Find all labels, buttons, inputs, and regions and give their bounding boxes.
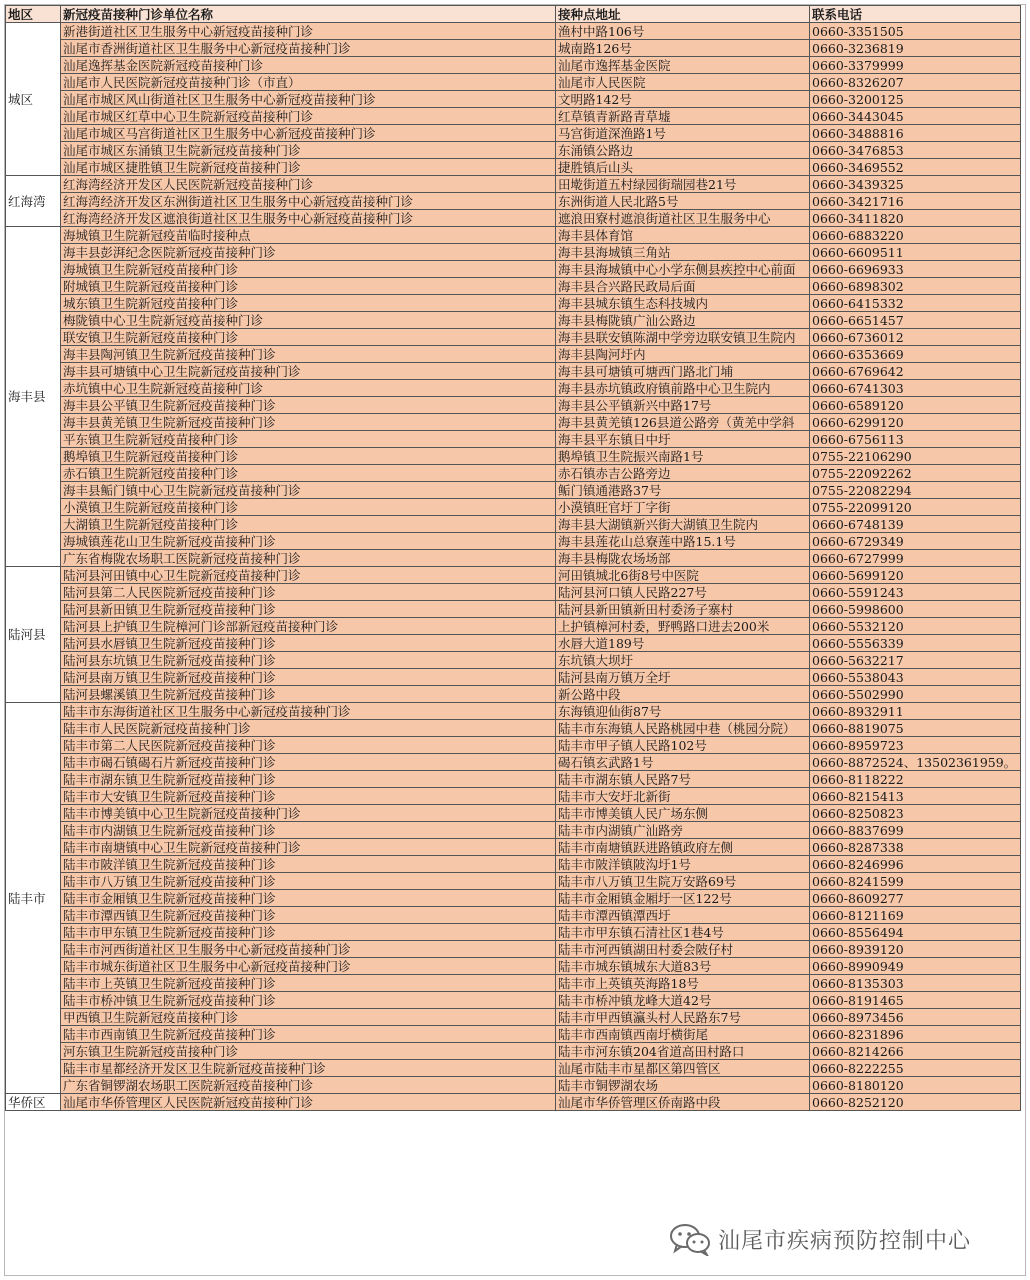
address-cell: 陆丰市城东镇城东大道83号 [556, 958, 810, 975]
address-cell: 碣石镇玄武路1号 [556, 754, 810, 771]
table-row [6, 74, 1021, 91]
clinic-name-cell: 汕尾市城区红草中心卫生院新冠疫苗接种门诊 [61, 108, 556, 125]
clinic-name-cell: 陆丰市人民医院新冠疫苗接种门诊 [61, 720, 556, 737]
phone-cell: 0660-6883220 [810, 227, 1021, 244]
clinic-name-cell: 陆河县上护镇卫生院樟河门诊部新冠疫苗接种门诊 [61, 618, 556, 635]
clinic-name-cell: 河东镇卫生院新冠疫苗接种门诊 [61, 1043, 556, 1060]
address-cell: 海丰县公平镇新兴中路17号 [556, 397, 810, 414]
clinic-name-cell: 陆丰市西南镇卫生院新冠疫苗接种门诊 [61, 1026, 556, 1043]
table-row [6, 482, 1021, 499]
phone-cell: 0660-8819075 [810, 720, 1021, 737]
table-row [6, 720, 1021, 737]
table-row [6, 771, 1021, 788]
watermark [668, 1222, 971, 1256]
table-row [6, 567, 1021, 584]
clinic-name-cell: 陆河县新田镇卫生院新冠疫苗接种门诊 [61, 601, 556, 618]
clinic-name-cell: 附城镇卫生院新冠疫苗接种门诊 [61, 278, 556, 295]
table-row [6, 924, 1021, 941]
address-cell: 陆丰市大安圩北新街 [556, 788, 810, 805]
table-row [6, 992, 1021, 1009]
phone-cell: 0660-6729349 [810, 533, 1021, 550]
clinic-name-cell: 海丰县鲘门镇中心卫生院新冠疫苗接种门诊 [61, 482, 556, 499]
table-row [6, 856, 1021, 873]
address-cell: 陆河县新田镇新田村委汤子寨村 [556, 601, 810, 618]
clinic-name-cell: 陆丰市金厢镇卫生院新冠疫苗接种门诊 [61, 890, 556, 907]
phone-cell: 0755-22092262 [810, 465, 1021, 482]
table-row [6, 465, 1021, 482]
clinic-name-cell: 陆河县南万镇卫生院新冠疫苗接种门诊 [61, 669, 556, 686]
phone-cell: 0660-3200125 [810, 91, 1021, 108]
clinic-name-cell: 陆丰市碣石镇碣石片新冠疫苗接种门诊 [61, 754, 556, 771]
phone-cell: 0660-8326207 [810, 74, 1021, 91]
phone-cell: 0660-3488816 [810, 125, 1021, 142]
address-cell: 捷胜镇后山头 [556, 159, 810, 176]
address-cell: 文明路142号 [556, 91, 810, 108]
clinic-name-cell: 汕尾市城区风山街道社区卫生服务中心新冠疫苗接种门诊 [61, 91, 556, 108]
clinic-name-cell: 汕尾市人民医院新冠疫苗接种门诊（市直） [61, 74, 556, 91]
address-cell: 陆河县南万镇万全圩 [556, 669, 810, 686]
wechat-icon [668, 1222, 712, 1256]
address-cell: 海丰县黄羌镇126县道公路旁（黄羌中学斜 [556, 414, 810, 431]
column-header-address: 接种点地址 [556, 6, 810, 23]
clinic-name-cell: 城东镇卫生院新冠疫苗接种门诊 [61, 295, 556, 312]
clinic-name-cell: 海城镇卫生院新冠疫苗临时接种点 [61, 227, 556, 244]
clinic-name-cell: 广东省梅陇农场职工医院新冠疫苗接种门诊 [61, 550, 556, 567]
table-row [6, 737, 1021, 754]
phone-cell: 0660-6756113 [810, 431, 1021, 448]
address-cell: 海丰县合兴路民政局后面 [556, 278, 810, 295]
table-row [6, 23, 1021, 40]
table-row [6, 261, 1021, 278]
table-row [6, 1043, 1021, 1060]
address-cell: 小漠镇旺官圩丁字街 [556, 499, 810, 516]
phone-cell: 0660-6589120 [810, 397, 1021, 414]
region-cell: 陆河县 [6, 567, 61, 703]
phone-cell: 0660-8973456 [810, 1009, 1021, 1026]
address-cell: 海丰县平东镇日中圩 [556, 431, 810, 448]
clinic-name-cell: 汕尾逸挥基金医院新冠疫苗接种门诊 [61, 57, 556, 74]
clinic-name-cell: 大湖镇卫生院新冠疫苗接种门诊 [61, 516, 556, 533]
table-row [6, 669, 1021, 686]
address-cell: 陆河县河口镇人民路227号 [556, 584, 810, 601]
table-row [6, 227, 1021, 244]
table-row [6, 686, 1021, 703]
clinic-name-cell: 陆丰市大安镇卫生院新冠疫苗接种门诊 [61, 788, 556, 805]
phone-cell: 0660-3476853 [810, 142, 1021, 159]
clinic-name-cell: 汕尾市城区马宫街道社区卫生服务中心新冠疫苗接种门诊 [61, 125, 556, 142]
address-cell: 陆丰市东海镇人民路桃园中巷（桃园分院） [556, 720, 810, 737]
clinic-name-cell: 海丰县陶河镇卫生院新冠疫苗接种门诊 [61, 346, 556, 363]
phone-cell: 0660-5591243 [810, 584, 1021, 601]
phone-cell: 0660-5699120 [810, 567, 1021, 584]
phone-cell: 0660-8837699 [810, 822, 1021, 839]
phone-cell: 0660-8609277 [810, 890, 1021, 907]
phone-cell: 0660-6353669 [810, 346, 1021, 363]
phone-cell: 0660-6299120 [810, 414, 1021, 431]
phone-cell: 0660-8932911 [810, 703, 1021, 720]
phone-cell: 0660-8246996 [810, 856, 1021, 873]
table-row [6, 1094, 1021, 1111]
address-cell: 陆丰市湖东镇人民路7号 [556, 771, 810, 788]
table-row [6, 1077, 1021, 1094]
address-cell: 东海镇迎仙街87号 [556, 703, 810, 720]
table-row [6, 40, 1021, 57]
clinic-name-cell: 鹅埠镇卫生院新冠疫苗接种门诊 [61, 448, 556, 465]
address-cell: 海丰县梅陇镇广汕公路边 [556, 312, 810, 329]
address-cell: 东洲街道人民北路5号 [556, 193, 810, 210]
clinic-name-cell: 海城镇莲花山卫生院新冠疫苗接种门诊 [61, 533, 556, 550]
table-row [6, 635, 1021, 652]
phone-cell: 0660-8959723 [810, 737, 1021, 754]
table-row [6, 805, 1021, 822]
table-row [6, 941, 1021, 958]
header-row [6, 6, 1021, 23]
clinic-name-cell: 陆丰市城东街道社区卫生服务中心新冠疫苗接种门诊 [61, 958, 556, 975]
table-row [6, 652, 1021, 669]
address-cell: 城南路126号 [556, 40, 810, 57]
phone-cell: 0660-6651457 [810, 312, 1021, 329]
phone-cell: 0660-3469552 [810, 159, 1021, 176]
table-row [6, 278, 1021, 295]
clinic-name-cell: 陆河县河田镇中心卫生院新冠疫苗接种门诊 [61, 567, 556, 584]
address-cell: 陆丰市铜锣湖农场 [556, 1077, 810, 1094]
phone-cell: 0660-5532120 [810, 618, 1021, 635]
clinic-name-cell: 陆丰市博美镇中心卫生院新冠疫苗接种门诊 [61, 805, 556, 822]
clinic-name-cell: 陆丰市内湖镇卫生院新冠疫苗接种门诊 [61, 822, 556, 839]
table-row [6, 448, 1021, 465]
phone-cell: 0660-3236819 [810, 40, 1021, 57]
clinic-name-cell: 陆丰市潭西镇卫生院新冠疫苗接种门诊 [61, 907, 556, 924]
phone-cell: 0660-6727999 [810, 550, 1021, 567]
phone-cell: 0660-8191465 [810, 992, 1021, 1009]
column-header-region: 地区 [6, 6, 61, 23]
phone-cell: 0660-8214266 [810, 1043, 1021, 1060]
address-cell: 海丰县陶河圩内 [556, 346, 810, 363]
table-row [6, 601, 1021, 618]
table-row [6, 703, 1021, 720]
clinic-name-cell: 陆丰市桥冲镇卫生院新冠疫苗接种门诊 [61, 992, 556, 1009]
clinic-name-cell: 海城镇卫生院新冠疫苗接种门诊 [61, 261, 556, 278]
region-cell: 城区 [6, 23, 61, 176]
clinic-name-cell: 陆丰市星都经济开发区卫生院新冠疫苗接种门诊 [61, 1060, 556, 1077]
address-cell: 鹅埠镇卫生院振兴南路1号 [556, 448, 810, 465]
table-row [6, 890, 1021, 907]
clinic-name-cell: 海丰县黄羌镇卫生院新冠疫苗接种门诊 [61, 414, 556, 431]
address-cell: 海丰县梅陇农场场部 [556, 550, 810, 567]
phone-cell: 0660-6696933 [810, 261, 1021, 278]
table-row [6, 958, 1021, 975]
address-cell: 鲘门镇通港路37号 [556, 482, 810, 499]
address-cell: 东坑镇大坝圩 [556, 652, 810, 669]
clinic-name-cell: 陆丰市南塘镇中心卫生院新冠疫苗接种门诊 [61, 839, 556, 856]
phone-cell: 0660-8135303 [810, 975, 1021, 992]
address-cell: 马宫街道深渔路1号 [556, 125, 810, 142]
clinic-name-cell: 平东镇卫生院新冠疫苗接种门诊 [61, 431, 556, 448]
address-cell: 水唇大道189号 [556, 635, 810, 652]
address-cell: 海丰县莲花山总寮莲中路15.1号 [556, 533, 810, 550]
phone-cell: 0660-6741303 [810, 380, 1021, 397]
address-cell: 陆丰市甲东镇石清社区1巷4号 [556, 924, 810, 941]
address-cell: 汕尾市人民医院 [556, 74, 810, 91]
address-cell: 赤石镇赤吉公路旁边 [556, 465, 810, 482]
clinic-table [5, 5, 1021, 1111]
address-cell: 海丰县可塘镇可塘西门路北门埔 [556, 363, 810, 380]
phone-cell: 0660-3351505 [810, 23, 1021, 40]
clinic-name-cell: 梅陇镇中心卫生院新冠疫苗接种门诊 [61, 312, 556, 329]
phone-cell: 0660-5998600 [810, 601, 1021, 618]
clinic-name-cell: 陆河县水唇镇卫生院新冠疫苗接种门诊 [61, 635, 556, 652]
address-cell: 陆丰市桥冲镇龙峰大道42号 [556, 992, 810, 1009]
clinic-name-cell: 海丰县公平镇卫生院新冠疫苗接种门诊 [61, 397, 556, 414]
phone-cell: 0660-8872524、13502361959。 [810, 754, 1021, 771]
table-row [6, 1060, 1021, 1077]
phone-cell: 0660-6748139 [810, 516, 1021, 533]
phone-cell: 0660-5538043 [810, 669, 1021, 686]
address-cell: 陆丰市内湖镇广汕路旁 [556, 822, 810, 839]
column-header-clinic-name: 新冠疫苗接种门诊单位名称 [61, 6, 556, 23]
phone-cell: 0660-6769642 [810, 363, 1021, 380]
clinic-name-cell: 汕尾市香洲街道社区卫生服务中心新冠疫苗接种门诊 [61, 40, 556, 57]
table-row [6, 516, 1021, 533]
address-cell: 陆丰市金厢镇金厢圩一区122号 [556, 890, 810, 907]
phone-cell: 0660-3379999 [810, 57, 1021, 74]
phone-cell: 0660-6609511 [810, 244, 1021, 261]
clinic-name-cell: 小漠镇卫生院新冠疫苗接种门诊 [61, 499, 556, 516]
table-row [6, 873, 1021, 890]
table-row [6, 312, 1021, 329]
address-cell: 红草镇青新路青草墟 [556, 108, 810, 125]
table-row [6, 159, 1021, 176]
table-row [6, 142, 1021, 159]
clinic-name-cell: 红海湾经济开发区东洲街道社区卫生服务中心新冠疫苗接种门诊 [61, 193, 556, 210]
address-cell: 陆丰市博美镇人民广场东侧 [556, 805, 810, 822]
phone-cell: 0660-5556339 [810, 635, 1021, 652]
phone-cell: 0660-5502990 [810, 686, 1021, 703]
address-cell: 陆丰市河东镇204省道高田村路口 [556, 1043, 810, 1060]
region-cell: 陆丰市 [6, 703, 61, 1094]
address-cell: 河田镇城北6街8号中医院 [556, 567, 810, 584]
phone-cell: 0660-8121169 [810, 907, 1021, 924]
phone-cell: 0660-8990949 [810, 958, 1021, 975]
clinic-name-cell: 陆河县第二人民医院新冠疫苗接种门诊 [61, 584, 556, 601]
address-cell: 海丰县海城镇中心小学东侧县疾控中心前面 [556, 261, 810, 278]
clinic-name-cell: 陆丰市陂洋镇卫生院新冠疫苗接种门诊 [61, 856, 556, 873]
address-cell: 海丰县海城镇三角站 [556, 244, 810, 261]
phone-cell: 0660-5632217 [810, 652, 1021, 669]
clinic-name-cell: 红海湾经济开发区遮浪街道社区卫生服务中心新冠疫苗接种门诊 [61, 210, 556, 227]
phone-cell: 0660-3411820 [810, 210, 1021, 227]
address-cell: 渔村中路106号 [556, 23, 810, 40]
clinic-name-cell: 海丰县可塘镇中心卫生院新冠疫苗接种门诊 [61, 363, 556, 380]
phone-cell: 0660-6898302 [810, 278, 1021, 295]
clinic-name-cell: 汕尾市城区捷胜镇卫生院新冠疫苗接种门诊 [61, 159, 556, 176]
phone-cell: 0660-8180120 [810, 1077, 1021, 1094]
table-row [6, 1026, 1021, 1043]
address-cell: 陆丰市潭西镇潭西圩 [556, 907, 810, 924]
watermark-text: 汕尾市疾病预防控制中心 [718, 1228, 972, 1254]
phone-cell: 0660-3439325 [810, 176, 1021, 193]
address-cell: 陆丰市河西镇湖田村委会陂仔村 [556, 941, 810, 958]
address-cell: 陆丰市甲西镇瀛头村人民路东7号 [556, 1009, 810, 1026]
clinic-name-cell: 红海湾经济开发区人民医院新冠疫苗接种门诊 [61, 176, 556, 193]
table-row [6, 431, 1021, 448]
phone-cell: 0660-6736012 [810, 329, 1021, 346]
clinic-name-cell: 陆丰市湖东镇卫生院新冠疫苗接种门诊 [61, 771, 556, 788]
address-cell: 汕尾市陆丰市星都区第四管区 [556, 1060, 810, 1077]
phone-cell: 0660-8252120 [810, 1094, 1021, 1111]
clinic-name-cell: 陆丰市第二人民医院新冠疫苗接种门诊 [61, 737, 556, 754]
phone-cell: 0660-8556494 [810, 924, 1021, 941]
clinic-name-cell: 陆丰市八万镇卫生院新冠疫苗接种门诊 [61, 873, 556, 890]
table-row [6, 57, 1021, 74]
phone-cell: 0660-6415332 [810, 295, 1021, 312]
table-row [6, 329, 1021, 346]
table-row [6, 397, 1021, 414]
clinic-name-cell: 陆丰市东海街道社区卫生服务中心新冠疫苗接种门诊 [61, 703, 556, 720]
phone-cell: 0660-8222255 [810, 1060, 1021, 1077]
phone-cell: 0660-3421716 [810, 193, 1021, 210]
table-row [6, 125, 1021, 142]
table-row [6, 907, 1021, 924]
clinic-name-cell: 陆河县东坑镇卫生院新冠疫苗接种门诊 [61, 652, 556, 669]
address-cell: 陆丰市上英镇英海路18号 [556, 975, 810, 992]
table-row [6, 193, 1021, 210]
region-cell: 海丰县 [6, 227, 61, 567]
phone-cell: 0755-22099120 [810, 499, 1021, 516]
table-row [6, 1009, 1021, 1026]
region-cell: 华侨区 [6, 1094, 61, 1111]
table-row [6, 244, 1021, 261]
clinic-name-cell: 陆河县螺溪镇卫生院新冠疫苗接种门诊 [61, 686, 556, 703]
clinic-name-cell: 汕尾市华侨管理区人民医院新冠疫苗接种门诊 [61, 1094, 556, 1111]
clinic-name-cell: 广东省铜锣湖农场职工医院新冠疫苗接种门诊 [61, 1077, 556, 1094]
clinic-name-cell: 联安镇卫生院新冠疫苗接种门诊 [61, 329, 556, 346]
table-body [6, 23, 1021, 1111]
table-row [6, 584, 1021, 601]
clinic-name-cell: 陆丰市上英镇卫生院新冠疫苗接种门诊 [61, 975, 556, 992]
phone-cell: 0660-8215413 [810, 788, 1021, 805]
address-cell: 海丰县赤坑镇政府镇前路中心卫生院内 [556, 380, 810, 397]
phone-cell: 0660-8287338 [810, 839, 1021, 856]
table-row [6, 346, 1021, 363]
address-cell: 汕尾市华侨管理区侨南路中段 [556, 1094, 810, 1111]
address-cell: 新公路中段 [556, 686, 810, 703]
phone-cell: 0660-3443045 [810, 108, 1021, 125]
clinic-name-cell: 赤石镇卫生院新冠疫苗接种门诊 [61, 465, 556, 482]
clinic-name-cell: 陆丰市河西街道社区卫生服务中心新冠疫苗接种门诊 [61, 941, 556, 958]
phone-cell: 0755-22082294 [810, 482, 1021, 499]
table-row [6, 618, 1021, 635]
clinic-name-cell: 汕尾市城区东涌镇卫生院新冠疫苗接种门诊 [61, 142, 556, 159]
table-row [6, 550, 1021, 567]
table-row [6, 363, 1021, 380]
phone-cell: 0755-22106290 [810, 448, 1021, 465]
address-cell: 海丰县联安镇陈湖中学旁边联安镇卫生院内 [556, 329, 810, 346]
table-row [6, 754, 1021, 771]
address-cell: 陆丰市西南镇西南圩横街尾 [556, 1026, 810, 1043]
address-cell: 遮浪田寮村遮浪街道社区卫生服务中心 [556, 210, 810, 227]
address-cell: 海丰县城东镇生态科技城内 [556, 295, 810, 312]
column-header-phone: 联系电话 [810, 6, 1021, 23]
table-row [6, 108, 1021, 125]
table-row [6, 91, 1021, 108]
clinic-name-cell: 新港街道社区卫生服务中心新冠疫苗接种门诊 [61, 23, 556, 40]
phone-cell: 0660-8118222 [810, 771, 1021, 788]
phone-cell: 0660-8231896 [810, 1026, 1021, 1043]
phone-cell: 0660-8939120 [810, 941, 1021, 958]
address-cell: 陆丰市南塘镇跃进路镇政府左侧 [556, 839, 810, 856]
address-cell: 陆丰市甲子镇人民路102号 [556, 737, 810, 754]
address-cell: 田墘街道五村绿园街瑞园巷21号 [556, 176, 810, 193]
address-cell: 上护镇樟河村委，野鸭路口进去200米 [556, 618, 810, 635]
table-row [6, 414, 1021, 431]
table-row [6, 533, 1021, 550]
address-cell: 东涌镇公路边 [556, 142, 810, 159]
table-row [6, 210, 1021, 227]
clinic-name-cell: 甲西镇卫生院新冠疫苗接种门诊 [61, 1009, 556, 1026]
address-cell: 陆丰市陂洋镇陂沟圩1号 [556, 856, 810, 873]
table-row [6, 499, 1021, 516]
address-cell: 海丰县大湖镇新兴街大湖镇卫生院内 [556, 516, 810, 533]
region-cell: 红海湾 [6, 176, 61, 227]
phone-cell: 0660-8241599 [810, 873, 1021, 890]
table-row [6, 839, 1021, 856]
table-row [6, 176, 1021, 193]
clinic-name-cell: 赤坑镇中心卫生院新冠疫苗接种门诊 [61, 380, 556, 397]
table-row [6, 788, 1021, 805]
table-row [6, 295, 1021, 312]
address-cell: 汕尾市逸挥基金医院 [556, 57, 810, 74]
table-row [6, 822, 1021, 839]
clinic-name-cell: 陆丰市甲东镇卫生院新冠疫苗接种门诊 [61, 924, 556, 941]
address-cell: 海丰县体育馆 [556, 227, 810, 244]
table-row [6, 380, 1021, 397]
clinic-name-cell: 海丰县彭湃纪念医院新冠疫苗接种门诊 [61, 244, 556, 261]
address-cell: 陆丰市八万镇卫生院万安路69号 [556, 873, 810, 890]
phone-cell: 0660-8250823 [810, 805, 1021, 822]
table-row [6, 975, 1021, 992]
